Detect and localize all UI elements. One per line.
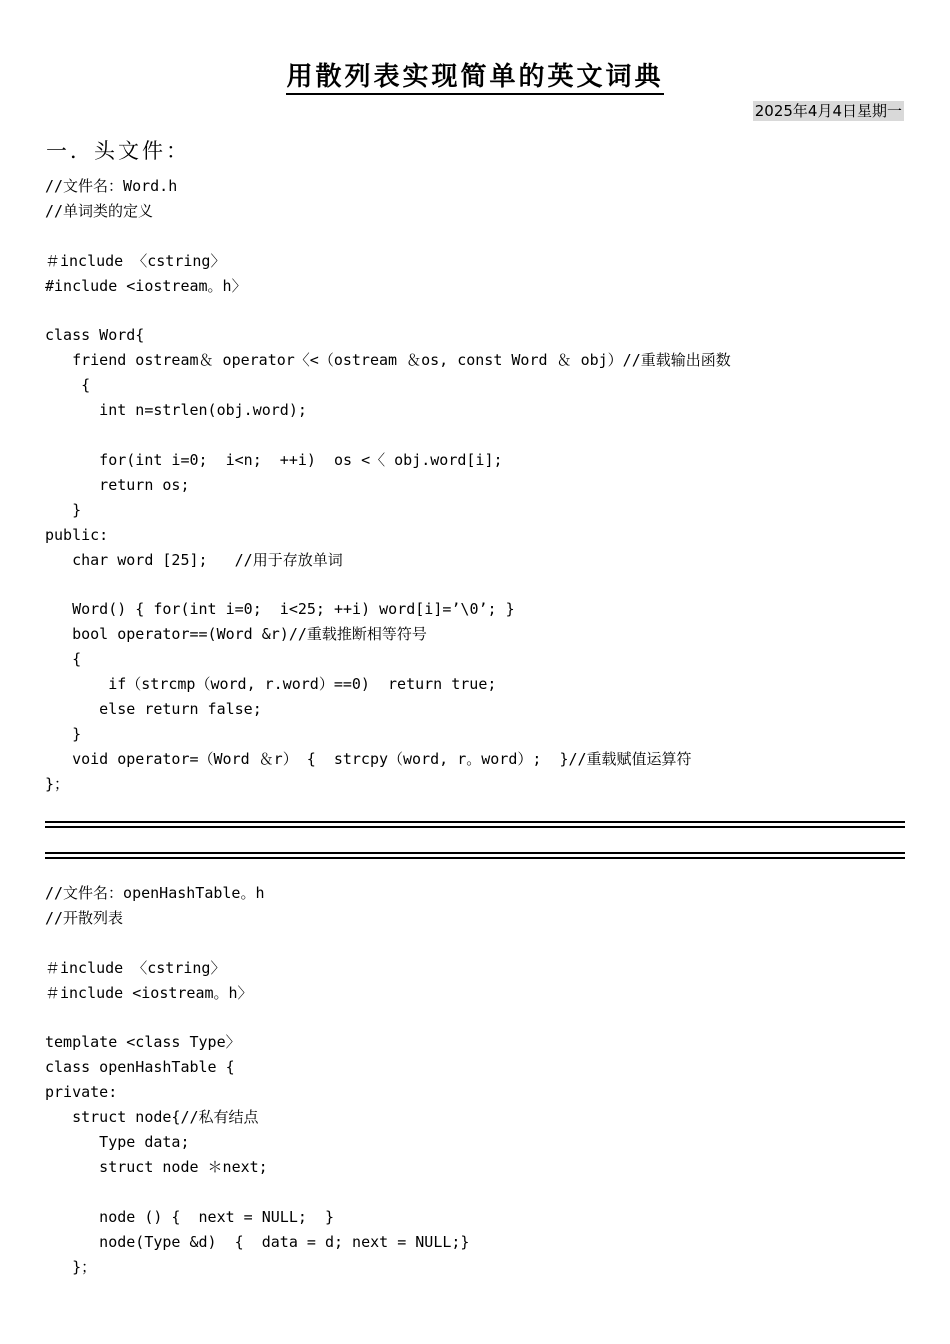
divider-line (45, 821, 905, 823)
divider-line (45, 826, 905, 828)
code-block-word-h: //文件名：Word.h //单词类的定义 ＃include 〈cstring〉 #include <iostream。h〉 class Word{ friend ostream＆ operator〈<（ostream ＆os, const Word ＆ obj）//重载输出函数 { int n=strlen(obj.word); for(int i=0; i<n; ++i) os <〈 obj.word[i]; return os; } public: char word [25]; //用于存放单词 Word() { for(int i=0; i<25; ++i) word[i]=’\0’; } bool operator==(Word &r)//重载推断相等符号 { if（strcmp（word, r.word）==0) return true; else return false; } void operator=（Word ＆r） { strcpy（word, r。word）; }//重载赋值运算符 }； (45, 177, 731, 793)
document-title: 用散列表实现简单的英文词典 (0, 56, 950, 93)
code-block-open-hash-table-h: //文件名：openHashTable。h //开散列表 ＃include 〈cstring〉 ＃include <iostream。h〉 template <class Type〉 class openHashTable { private: struct node{//私有结点 Type data; struct node ＊next; node () { next = NULL; } node(Type &d) { data = d; next = NULL;} }； (45, 884, 470, 1276)
date-stamp: 2025年4月4日星期一 (754, 102, 902, 120)
divider-line (45, 852, 905, 854)
divider-line (45, 857, 905, 859)
section-heading: 一．头文件： (46, 139, 190, 163)
